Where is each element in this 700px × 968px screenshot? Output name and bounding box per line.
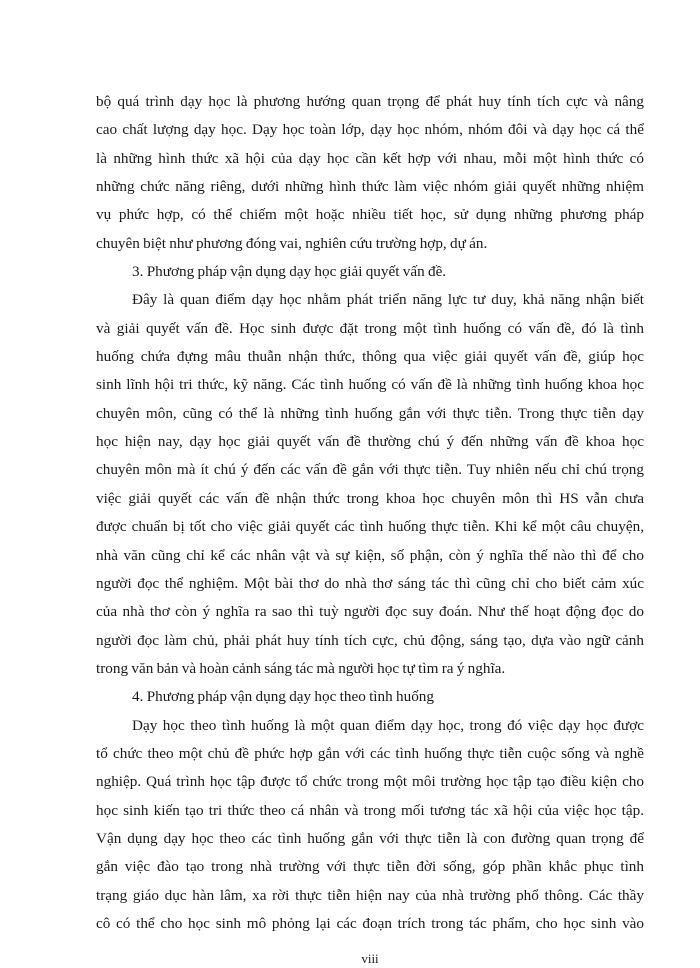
text-line: chuyên biệt như phương đóng vai, nghiên cứu trường hợp, dự án. — [96, 234, 488, 252]
text-line: người đọc làm chủ, phải phát huy tính tích cực, chủ động, sáng tạo, dựa vào ngữ cảnh — [96, 631, 644, 649]
text-line: việc giải quyết các vấn đề nhận thức trong khoa học chuyên môn thì HS vẫn chưa — [96, 489, 644, 507]
document-body — [96, 88, 644, 938]
text-line: và giải quyết vấn đề. Học sinh được đặt trong một tình huống có vấn đề, đó là tình — [96, 319, 644, 337]
text-line: 3. Phương pháp vận dụng dạy học giải quyết vấn đề. — [132, 263, 447, 281]
text-line: của nhà thơ còn ý nghĩa ra sao thì tuỳ người đọc suy đoán. Như thế hoạt động đọc do — [96, 603, 644, 621]
text-line: Vận dụng dạy học theo các tình huống gắn với thực tiễn là con đường quan trọng để — [96, 829, 644, 847]
text-line: cô có thể cho học sinh mô phỏng lại các đoạn trích trong tác phẩm, cho học sinh vào — [96, 914, 644, 932]
paragraph — [96, 712, 644, 939]
text-line: bộ quá trình dạy học là phương hướng quan trọng để phát huy tính tích cực và nâng — [96, 93, 644, 110]
text-line: những chức năng riêng, dưới những hình thức làm việc nhóm giải quyết những nhiệm — [96, 178, 644, 196]
text-line: vụ phức hợp, có thể chiếm một hoặc nhiều tiết học, sử dụng những phương pháp — [96, 206, 644, 224]
text-line: Dạy học theo tình huống là một quan điểm dạy học, trong đó việc dạy học được — [132, 716, 644, 734]
text-line: học hiện nay, dạy học giải quyết vấn đề thường chú ý đến những vấn đề khoa học — [96, 433, 644, 451]
paragraph — [96, 286, 644, 683]
section-heading — [96, 683, 644, 711]
page-number: viii — [361, 951, 379, 967]
text-line: nhà văn cũng chỉ kể các nhân vật và sự kiện, số phận, còn ý nghĩa thế nào thì để cho — [96, 546, 644, 564]
text-line: Đây là quan điểm dạy học nhằm phát triển năng lực tư duy, khả năng nhận biết — [132, 291, 644, 309]
text-line: chuyên môn, cũng có thể là những tình huống gắn với thực tiễn. Trong thực tiễn dạy — [96, 404, 644, 422]
text-line: 4. Phương pháp vận dụng dạy học theo tình huống — [132, 688, 434, 706]
text-line: tổ chức theo một chủ đề phức hợp gắn với các tình huống thực tiễn cuộc sống và nghề — [96, 744, 644, 762]
text-line: người đọc thể nghiệm. Một bài thơ do nhà thơ sáng tác thì cũng chỉ cho biết cảm xúc — [96, 574, 644, 592]
text-line: chuyên môn mà ít chú ý đến các vấn đề gắn với thực tiễn. Tuy nhiên nếu chỉ chú trọng — [96, 461, 644, 479]
text-line: trạng giáo dục hàn lâm, xa rời thực tiễn hiện nay của nhà trường phổ thông. Các thầy — [96, 886, 644, 904]
text-line: huống chứa đựng mâu thuẫn nhận thức, thông qua việc giải quyết vấn đề, giúp học — [96, 348, 644, 366]
text-line: gắn việc đào tạo trong nhà trường với thực tiễn đời sống, góp phần khắc phục tình — [96, 858, 644, 876]
paragraph — [96, 88, 644, 258]
text-line: là những hình thức xã hội của dạy học cần kết hợp với nhau, mỗi một hình thức có — [96, 149, 644, 167]
section-heading — [96, 258, 644, 286]
page — [96, 88, 644, 968]
text-line: trong văn bản và hoàn cảnh sáng tác mà người học tự tìm ra ý nghĩa. — [96, 659, 506, 677]
text-line: nghiệp. Quá trình học tập được tổ chức trong một môi trường học tập tạo điều kiện cho — [96, 773, 644, 791]
text-line: được chuẩn bị tốt cho việc giải quyết các tình huống thực tiễn. Khi kể một câu chuyện, — [96, 518, 644, 536]
text-line: sinh lĩnh hội tri thức, kỹ năng. Các tình huống có vấn đề là những tình huống khoa học — [96, 376, 644, 394]
text-line: cao chất lượng dạy học. Dạy học toàn lớp, dạy học nhóm, nhóm đôi và dạy học cá thể — [96, 121, 644, 139]
text-line: học sinh kiến tạo tri thức theo cá nhân và trong mối tương tác xã hội của việc học tập. — [96, 801, 644, 819]
